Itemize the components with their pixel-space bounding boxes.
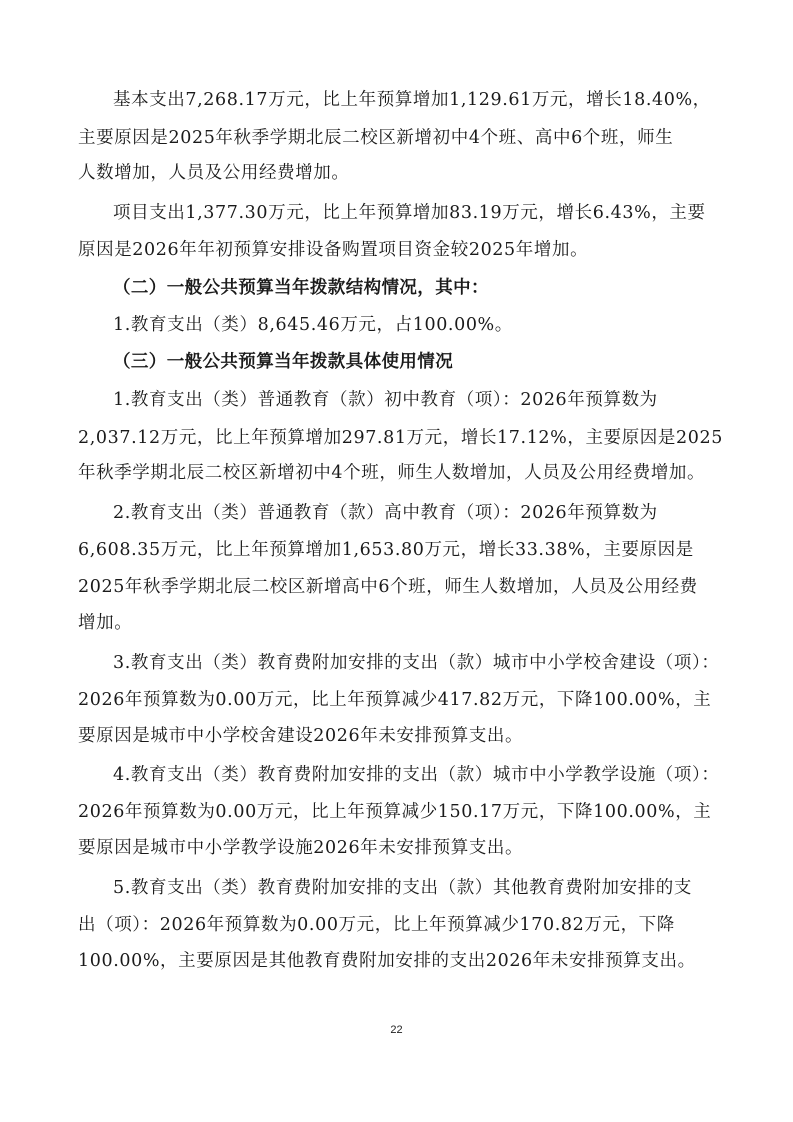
- paragraph-basic-expenditure-line-2: 主要原因是2025年秋季学期北辰二校区新增初中4个班、高中6个班，师生: [78, 128, 674, 148]
- usage-item-2-line-4: 增加。: [78, 613, 133, 633]
- usage-item-5-line-2: 出（项）：2026年预算数为0.00万元，比上年预算减少170.82万元，下降: [78, 915, 675, 935]
- usage-item-4-line-2: 2026年预算数为0.00万元，比上年预算减少150.17万元，下降100.00%，主: [78, 802, 712, 822]
- page-number: 22: [390, 1024, 403, 1036]
- usage-item-2-line-2: 6,608.35万元，比上年预算增加1,653.80万元，增长33.38%，主要原因是: [78, 540, 694, 560]
- section-heading-usage: （三）一般公共预算当年拨款具体使用情况: [113, 352, 454, 372]
- usage-item-3-line-1: 3.教育支出（类）教育费附加安排的支出（款）城市中小学校舍建设（项）：: [113, 653, 720, 673]
- structure-item-1: 1.教育支出（类）8,645.46万元，占100.00%。: [113, 315, 513, 335]
- usage-item-4-line-1: 4.教育支出（类）教育费附加安排的支出（款）城市中小学教学设施（项）：: [113, 765, 720, 785]
- usage-item-2-line-3: 2025年秋季学期北辰二校区新增高中6个班，师生人数增加，人员及公用经费: [78, 577, 698, 597]
- paragraph-basic-expenditure-line-1: 基本支出7,268.17万元，比上年预算增加1,129.61万元，增长18.40%，: [113, 90, 711, 110]
- paragraph-project-expenditure-line-2: 原因是2026年年初预算安排设备购置项目资金较2025年增加。: [78, 240, 589, 260]
- usage-item-2-line-1: 2.教育支出（类）普通教育（款）高中教育（项）：2026年预算数为: [113, 503, 658, 523]
- section-heading-structure: （二）一般公共预算当年拨款结构情况，其中：: [113, 278, 489, 298]
- paragraph-project-expenditure-line-1: 项目支出1,377.30万元，比上年预算增加83.19万元，增长6.43%，主要: [113, 203, 706, 223]
- usage-item-3-line-2: 2026年预算数为0.00万元，比上年预算减少417.82万元，下降100.00%，主: [78, 690, 712, 710]
- usage-item-1-line-2: 2,037.12万元，比上年预算增加297.81万元，增长17.12%，主要原因是2025: [78, 428, 723, 448]
- usage-item-4-line-3: 要原因是城市中小学教学设施2026年未安排预算支出。: [78, 838, 524, 858]
- usage-item-1-line-1: 1.教育支出（类）普通教育（款）初中教育（项）：2026年预算数为: [113, 390, 658, 410]
- usage-item-3-line-3: 要原因是城市中小学校舍建设2026年未安排预算支出。: [78, 726, 524, 746]
- usage-item-5-line-3: 100.00%，主要原因是其他教育费附加安排的支出2026年未安排预算支出。: [78, 951, 696, 971]
- usage-item-5-line-1: 5.教育支出（类）教育费附加安排的支出（款）其他教育费附加安排的支: [113, 878, 692, 898]
- usage-item-1-line-3: 年秋季学期北辰二校区新增初中4个班，师生人数增加，人员及公用经费增加。: [78, 463, 706, 483]
- paragraph-basic-expenditure-line-3: 人数增加，人员及公用经费增加。: [78, 163, 350, 183]
